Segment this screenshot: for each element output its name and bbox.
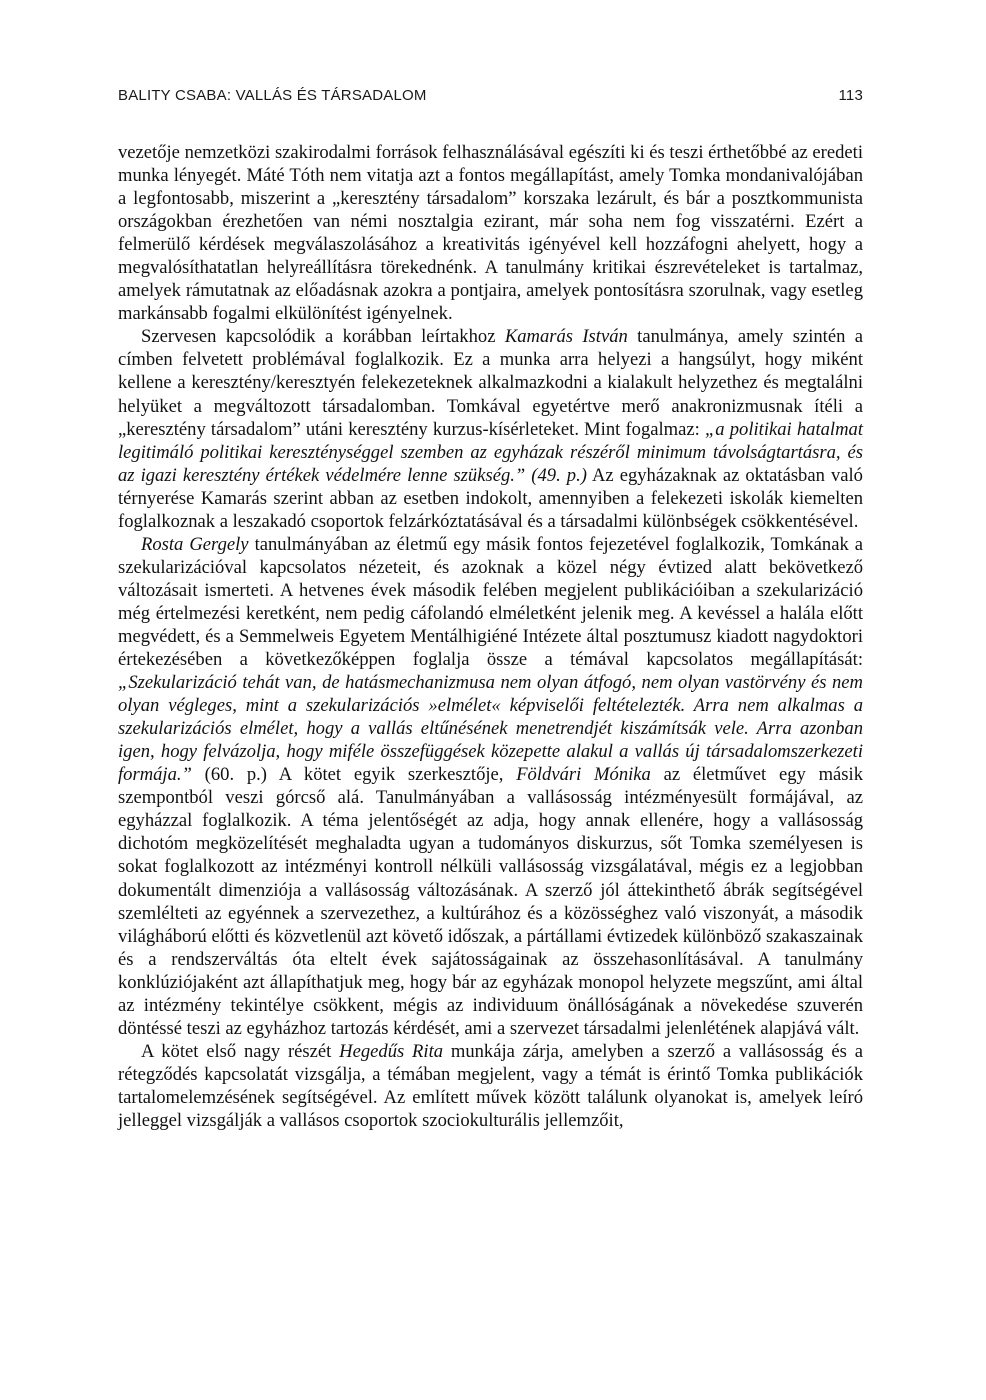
body-text (118, 141, 863, 1132)
running-title: BALITY CSABA: VALLÁS ÉS TÁRSADALOM (118, 87, 427, 104)
running-head (118, 84, 863, 108)
author-name-italic: Kamarás István (504, 326, 628, 348)
paragraph-text: Szervesen kapcsolódik a korábban leírtakhoz (141, 326, 505, 348)
paragraph-text: tanulmánya, amely szintén a címben felvetett problémával foglalkozik. Ez a munka arra helyezi a hangsúlyt, hogy miként kellene a keresztény/keresztyén felekezeteknek alkalmazkodni a kialakult helyzethez és megtalálni helyüket a megváltozott társadalomban. Tomkával egyetértve merő anakronizmusnak ítéli a „keresztény társadalom” utáni keresztény kurzus-kísérleteket. Mint fogalmaz: (118, 326, 863, 440)
quotation-italic: „a politikai hatalmat legitimáló politikai kereszténységgel szemben az egyházak részéről minimum távolságtartásra, és az igazi keresztény értékek védelmére lenne szükség.” (49. p.) (118, 418, 863, 486)
paragraph-text: vezetője nemzetközi szakirodalmi források felhasználásával egészíti ki és teszi érthetőbbé az eredeti munka lényegét. Máté Tóth nem vitatja azt a fontos megállapítást, amely Tomka mondanivalójában a legfontosabb, miszerint a „keresztény társadalom” korszaka lezárult, és bár a posztkommunista országokban érezhetően van némi nosztalgia ezirant, már soha nem fog visszatérni. Ezért a felmerülő kérdések megválaszolásához a kreativitás igényével kell hozzáfogni ahelyett, hogy a megvalósíthatatlan helyreállításra törekednénk. A tanulmány kritikai észrevételeket is tartalmaz, amelyek rámutatnak az előadásnak azokra a pontjaira, amelyek pontosításra szorulnak, vagy esetleg markánsabb fogalmi elkülönítést igényelnek. (118, 142, 863, 325)
paragraph-continuation (118, 141, 863, 325)
paragraph-text: A kötet első nagy részét (141, 1040, 340, 1062)
author-name-italic: Földvári Mónika (516, 764, 651, 786)
paragraph-kamaras (118, 325, 863, 532)
quotation-italic: „Szekularizáció tehát van, de hatásmechanizmusa nem olyan átfogó, nem olyan vastörvény és nem olyan végleges, mint a szekularizációs »elmélet« képviselői feltételezték. Arra nem alkalmas a szekularizációs elmélet, hogy a vallás eltűnésének menetrendjét kiszámítsák vele. Arra azonban igen, hogy felvázolja, hogy miféle összefüggések közepette alakul a vallás új társadalomszerkezeti formája.” (118, 672, 863, 786)
page-number: 113 (838, 87, 863, 104)
author-name-italic: Rosta Gergely (141, 533, 249, 555)
author-name-italic: Hegedűs Rita (339, 1040, 444, 1062)
paragraph-text: (60. p.) A kötet egyik szerkesztője, (191, 764, 517, 786)
paragraph-rosta (118, 533, 863, 1040)
paragraph-hegedus (118, 1040, 863, 1132)
paragraph-text: Az egyházaknak az oktatásban való térnyerése Kamarás szerint abban az esetben indokolt, amennyiben a felekezeti iskolák kiemelten foglalkoznak a leszakadó csoportok felzárkóztatásával és a társadalmi különbségek csökkentésével. (118, 464, 863, 532)
paragraph-text: tanulmányában az életmű egy másik fontos fejezetével foglalkozik, Tomkának a szekularizációval kapcsolatos nézeteit, és azoknak a közel négy évtized alatt bekövetkező változásait ismerteti. A hetvenes évek második felében megjelent publikációiban a szekularizáció még értelmezési keretként, nem pedig cáfolandó elméletként jelenik meg. A kevéssel a halála előtt megvédett, és a Semmelweis Egyetem Mentálhigiéné Intézete által posztumusz kiadott nagydoktori értekezésében a következőképpen foglalja össze a témával kapcsolatos megállapítását: (118, 533, 863, 671)
paragraph-text: munkája zárja, amelyben a szerző a vallásosság és a rétegződés kapcsolatát vizsgálja, a témában megjelent, vagy a témát is érintő Tomka publikációk tartalomelemzésének segítségével. Az említett művek között találunk olyanokat is, amelyek leíró jelleggel vizsgálják a vallásos csoportok szociokulturális jellemzőit, (118, 1040, 863, 1131)
paragraph-text: az életművet egy másik szempontból veszi górcső alá. Tanulmányában a vallásosság intézményesült formájával, az egyházzal foglalkozik. A téma jelentőségét az adja, hogy annak ellenére, hogy a vallásosság dichotóm megközelítését meghaladta ugyan a tudományos diskurzus, sőt Tomka személyesen is sokat foglalkozott az intézményi kontroll nélküli vallásosság vizsgálatával, mégis ez a legjobban dokumentált dimenziója a vallásosság változásának. A szerző jól áttekinthető ábrák segítségével szemlélteti az egyénnek a szervezethez, a kultúrához és a közösséghez való viszonyát, a második világháború előtti és közvetlenül azt követő időszak, a pártállami évtizedek különböző szakaszainak és a rendszerváltás óta eltelt évek sajátosságainak az összehasonlításával. A tanulmány konklúziójaként azt állapíthatjuk meg, hogy bár az egyházak monopol helyzete megszűnt, ami által az intézmény tekintélye csökkent, mégis az individuum önállóságának a növekedése szuverén döntéssé teszi az egyházhoz tartozás kérdését, ami a szervezet társadalmi jelenlétének alapjává vált. (118, 764, 863, 1039)
